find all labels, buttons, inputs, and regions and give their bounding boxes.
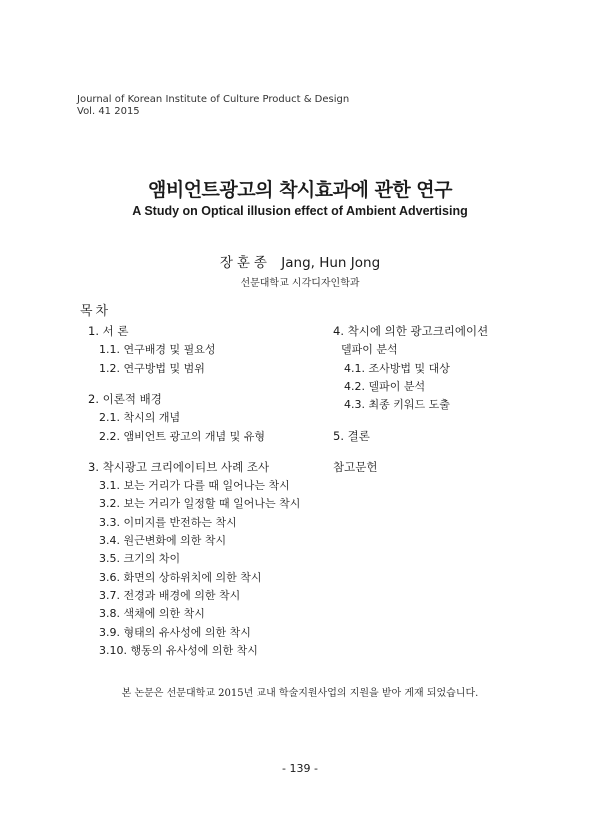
toc-subsection: 2.1. 착시의 개념 bbox=[99, 411, 181, 425]
title-korean: 앰비언트광고의 착시효과에 관한 연구 bbox=[147, 179, 452, 201]
toc-subsection: 4.2. 델파이 분석 bbox=[344, 379, 426, 393]
toc-section: 5. 결론 bbox=[333, 428, 370, 443]
toc-subsection: 3.1. 보는 거리가 다를 때 일어나는 착시 bbox=[99, 479, 290, 493]
toc-subsection: 4.1. 조사방법 및 대상 bbox=[344, 361, 450, 375]
toc-subsection: 3.8. 색채에 의한 착시 bbox=[99, 607, 205, 621]
author-line bbox=[0, 251, 600, 271]
toc-subsection: 3.2. 보는 거리가 일정할 때 일어나는 착시 bbox=[99, 497, 301, 511]
page-number: - 139 - bbox=[282, 762, 318, 775]
toc-section: 참고문헌 bbox=[333, 459, 378, 474]
author-name-korean: 장훈종 bbox=[219, 255, 271, 271]
acknowledgement: 본 논문은 선문대학교 2015년 교내 학술지원사업의 지원을 받아 게재 되었습니다. bbox=[121, 688, 479, 699]
toc-subsection: 3.9. 형태의 유사성에 의한 착시 bbox=[99, 625, 251, 639]
author-affiliation: 선문대학교 시각디자인학과 bbox=[240, 278, 360, 289]
toc-subsection: 3.6. 화면의 상하위치에 의한 착시 bbox=[99, 570, 262, 584]
journal-header bbox=[77, 94, 349, 118]
toc-subsection: 3.7. 전경과 배경에 의한 착시 bbox=[99, 588, 241, 602]
toc-subsection: 2.2. 앰비언트 광고의 개념 및 유형 bbox=[99, 429, 265, 443]
journal-volume: Vol. 41 2015 bbox=[77, 106, 140, 117]
toc-subsection: 3.5. 크기의 차이 bbox=[99, 552, 181, 566]
toc-section: 2. 이론적 배경 bbox=[88, 391, 162, 406]
journal-name: Journal of Korean Institute of Culture Product & Design bbox=[77, 94, 350, 105]
toc-subsection: 1.2. 연구방법 및 범위 bbox=[99, 361, 205, 375]
title-english: A Study on Optical illusion effect of Ambient Advertising bbox=[132, 204, 468, 218]
toc-subsection: 3.3. 이미지를 반전하는 착시 bbox=[99, 515, 237, 529]
toc-heading: 목차 bbox=[80, 304, 112, 319]
toc-subsection: 델파이 분석 bbox=[341, 343, 398, 357]
toc-section: 3. 착시광고 크리에이티브 사례 조사 bbox=[88, 459, 270, 474]
toc-subsection: 4.3. 최종 키워드 도출 bbox=[344, 398, 450, 412]
toc-subsection: 1.1. 연구배경 및 필요성 bbox=[99, 343, 216, 357]
toc-section: 4. 착시에 의한 광고크리에이션 bbox=[333, 324, 489, 338]
toc-subsection: 3.10. 행동의 유사성에 의한 착시 bbox=[99, 643, 258, 657]
author-name-english: Jang, Hun Jong bbox=[281, 255, 381, 271]
toc-section: 1. 서 론 bbox=[88, 324, 129, 338]
toc-subsection: 3.4. 원근변화에 의한 착시 bbox=[99, 534, 227, 547]
